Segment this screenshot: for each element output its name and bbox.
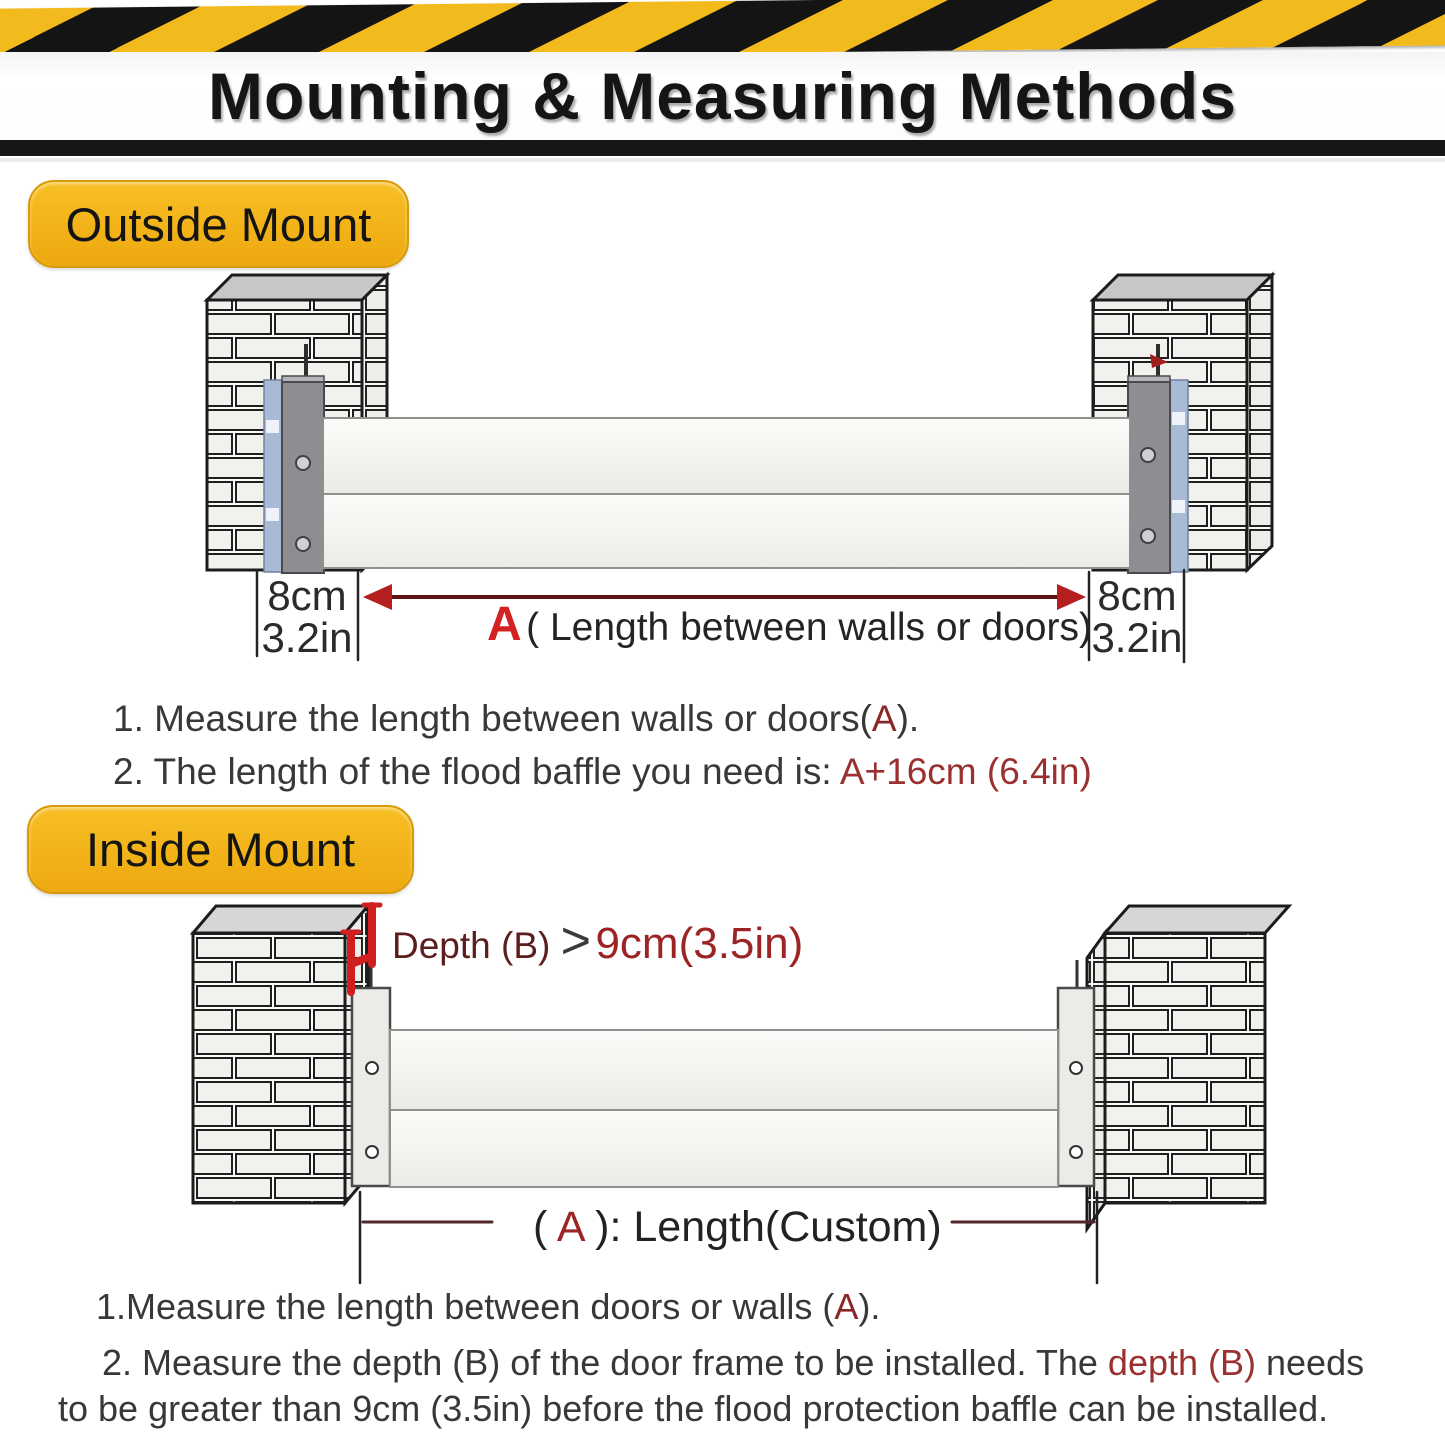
dim-right-cm: 8cm xyxy=(1097,572,1177,619)
length-a-letter: A xyxy=(487,598,522,651)
depth-value: 9cm(3.5in) xyxy=(595,919,804,968)
dim-left-in: 3.2in xyxy=(261,614,353,661)
custom-length-post: ): Length(Custom) xyxy=(595,1203,942,1251)
inside-instructions xyxy=(58,1284,1438,1432)
outside-instructions xyxy=(113,692,1373,798)
outside-mount-label xyxy=(28,180,409,268)
mounting-rail-right xyxy=(1128,344,1170,573)
mounting-rail-left xyxy=(282,344,324,573)
brick-pillar-right xyxy=(1087,906,1289,1229)
depth-requirement-label xyxy=(392,912,803,970)
outside-instruction-2: 2. The length of the flood baffle you need is: A+16cm (6.4in) xyxy=(113,751,1092,792)
mounting-rail-right xyxy=(1058,960,1094,1186)
dim-right-in: 3.2in xyxy=(1091,614,1183,661)
arrowhead-left-icon xyxy=(363,584,392,610)
custom-length-label xyxy=(533,1203,942,1251)
flood-barrier-panels xyxy=(323,418,1130,568)
inside-instruction-1: 1.Measure the length between doors or walls (A). xyxy=(96,1286,881,1327)
outside-mount-label-text: Outside Mount xyxy=(65,197,372,251)
brick-pillar-left xyxy=(193,906,368,1203)
header-divider-line xyxy=(0,158,1445,162)
page-title: Mounting & Measuring Methods xyxy=(208,59,1237,133)
outside-instruction-1: 1. Measure the length between walls or doors(A). xyxy=(113,698,920,739)
instr-inside-a: A xyxy=(834,1286,859,1327)
header-divider-bar xyxy=(0,140,1445,156)
length-between-walls-label xyxy=(487,598,1092,651)
instr1-a: A xyxy=(871,698,897,739)
inside-mount-label xyxy=(27,805,414,894)
instr-inside-depth: depth (B) xyxy=(1107,1342,1256,1383)
depth-label: Depth (B) xyxy=(392,925,561,966)
inside-instruction-2: 2. Measure the depth (B) of the door frame to be installed. The depth (B) needs xyxy=(102,1342,1365,1383)
greater-than-sign: > xyxy=(560,912,591,970)
seal-strip-left xyxy=(264,380,282,572)
dim-left-cm: 8cm xyxy=(267,572,347,619)
seal-strip-right xyxy=(1170,380,1188,572)
header-band xyxy=(0,52,1445,140)
custom-length-pre: ( xyxy=(533,1203,548,1251)
length-label-text: ( Length between walls or doors) xyxy=(526,606,1092,649)
mounting-rail-left xyxy=(352,962,390,1186)
instr2-formula: A+16cm (6.4in) xyxy=(839,751,1092,792)
inside-mount-label-text: Inside Mount xyxy=(85,823,356,876)
flood-barrier-panels xyxy=(390,1030,1058,1187)
inside-instruction-2-cont: to be greater than 9cm (3.5in) before the flood protection baffle can be installed. xyxy=(58,1388,1329,1429)
inside-mount-diagram xyxy=(0,900,1445,1290)
custom-length-a: A xyxy=(556,1203,584,1251)
outside-mount-diagram xyxy=(0,270,1445,670)
